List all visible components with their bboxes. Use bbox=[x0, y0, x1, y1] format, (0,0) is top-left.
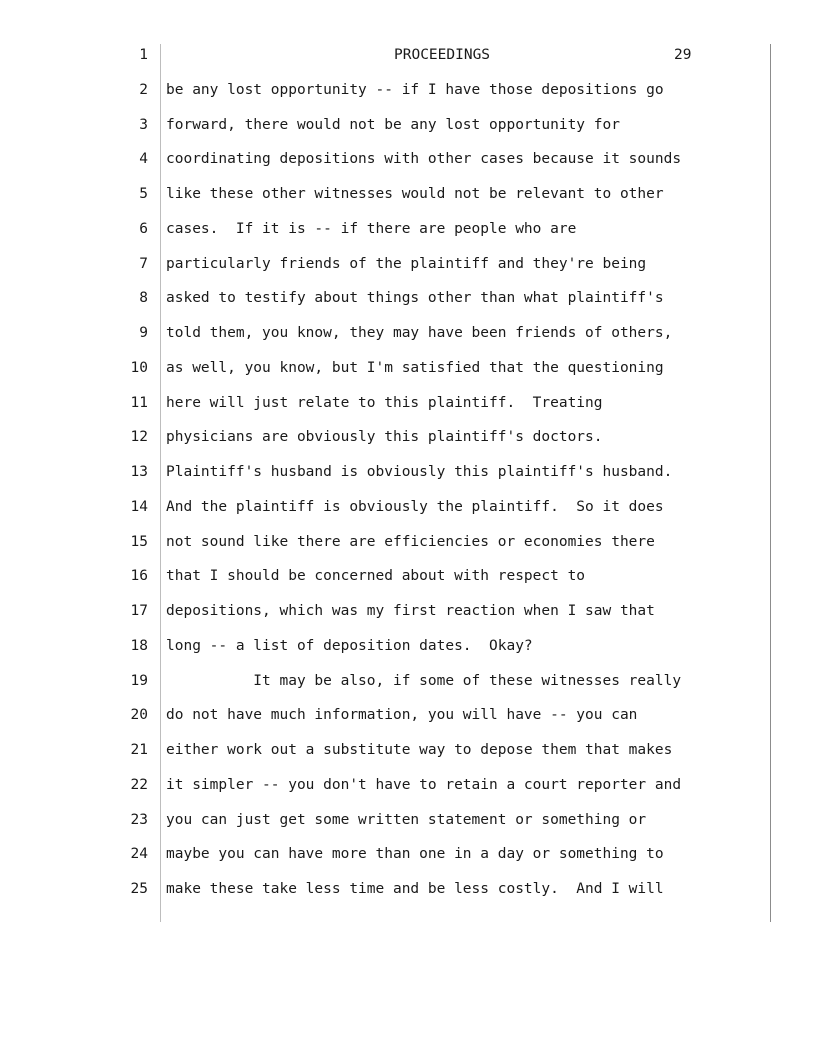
transcript-line bbox=[0, 73, 816, 108]
transcript-line bbox=[0, 386, 816, 421]
line-number: 3 bbox=[139, 116, 148, 133]
transcript-line bbox=[0, 177, 816, 212]
line-text: maybe you can have more than one in a day or something to bbox=[166, 846, 664, 863]
line-number: 7 bbox=[139, 255, 148, 272]
transcript-line bbox=[0, 698, 816, 733]
line-text: coordinating depositions with other cases because it sounds bbox=[166, 151, 682, 168]
header-line bbox=[0, 38, 816, 73]
line-text: particularly friends of the plaintiff and they're being bbox=[166, 255, 647, 272]
transcript-line bbox=[0, 872, 816, 907]
line-number: 4 bbox=[139, 151, 148, 168]
line-text: here will just relate to this plaintiff. Treating bbox=[166, 394, 603, 411]
line-number: 20 bbox=[130, 707, 148, 724]
line-number: 25 bbox=[130, 881, 148, 897]
line-text: it simpler -- you don't have to retain a court reporter and bbox=[166, 776, 682, 793]
line-number: 8 bbox=[139, 290, 148, 307]
transcript-line bbox=[0, 142, 816, 177]
line-number: 21 bbox=[130, 742, 148, 758]
line-number: 6 bbox=[139, 220, 148, 237]
transcript-line bbox=[0, 594, 816, 629]
line-text: Plaintiff's husband is obviously this plaintiff's husband. bbox=[166, 464, 673, 480]
line-number: 15 bbox=[130, 533, 148, 550]
line-text: make these take less time and be less costly. And I will bbox=[166, 881, 664, 897]
line-text: asked to testify about things other than what plaintiff's bbox=[166, 290, 664, 307]
transcript-line bbox=[0, 629, 816, 664]
line-number: 13 bbox=[130, 464, 148, 480]
line-number: 12 bbox=[130, 429, 148, 446]
transcript-line bbox=[0, 525, 816, 560]
line-number: 24 bbox=[130, 846, 148, 863]
transcript-line bbox=[0, 316, 816, 351]
line-number: 16 bbox=[130, 568, 148, 585]
line-text: you can just get some written statement or something or bbox=[166, 811, 647, 828]
line-number: 10 bbox=[130, 359, 148, 376]
transcript-line bbox=[0, 247, 816, 282]
transcript-line bbox=[0, 281, 816, 316]
line-text: long -- a list of deposition dates. Okay? bbox=[166, 637, 533, 654]
line-text: physicians are obviously this plaintiff's doctors. bbox=[166, 429, 603, 446]
transcript-line bbox=[0, 559, 816, 594]
line-text: told them, you know, they may have been friends of others, bbox=[166, 325, 673, 341]
line-number: 1 bbox=[139, 47, 148, 63]
line-text: be any lost opportunity -- if I have those depositions go bbox=[166, 81, 664, 98]
line-text: as well, you know, but I'm satisfied that the questioning bbox=[166, 359, 664, 376]
line-text: forward, there would not be any lost opportunity for bbox=[166, 116, 620, 133]
transcript-line bbox=[0, 768, 816, 803]
line-text: not sound like there are efficiencies or economies there bbox=[166, 533, 655, 550]
transcript-line bbox=[0, 212, 816, 247]
transcript-line bbox=[0, 490, 816, 525]
line-text: do not have much information, you will have -- you can bbox=[166, 707, 638, 724]
line-number: 5 bbox=[139, 186, 148, 202]
transcript-line bbox=[0, 733, 816, 768]
line-text: cases. If it is -- if there are people who are bbox=[166, 220, 577, 237]
transcript-line bbox=[0, 837, 816, 872]
line-number: 17 bbox=[130, 603, 148, 619]
transcript-line bbox=[0, 455, 816, 490]
line-text: either work out a substitute way to depose them that makes bbox=[166, 742, 673, 758]
line-number: 18 bbox=[130, 637, 148, 654]
line-number: 14 bbox=[130, 498, 148, 515]
line-number: 23 bbox=[130, 811, 148, 828]
line-text: And the plaintiff is obviously the plaintiff. So it does bbox=[166, 498, 664, 515]
line-text: depositions, which was my first reaction when I saw that bbox=[166, 603, 655, 619]
line-number: 22 bbox=[130, 776, 148, 793]
line-number: 2 bbox=[139, 81, 148, 98]
line-text: It may be also, if some of these witnesses really bbox=[166, 672, 682, 689]
page-title: PROCEEDINGS bbox=[394, 47, 491, 63]
page-number: 29 bbox=[674, 47, 692, 63]
line-number: 19 bbox=[130, 672, 148, 689]
transcript-line bbox=[0, 803, 816, 838]
transcript-line bbox=[0, 420, 816, 455]
line-text: like these other witnesses would not be relevant to other bbox=[166, 186, 664, 202]
line-number: 9 bbox=[139, 325, 148, 341]
transcript-line bbox=[0, 108, 816, 143]
line-text: that I should be concerned about with respect to bbox=[166, 568, 586, 585]
transcript-line bbox=[0, 664, 816, 699]
transcript-lines bbox=[0, 38, 816, 907]
line-number: 11 bbox=[130, 394, 148, 411]
transcript-line bbox=[0, 351, 816, 386]
